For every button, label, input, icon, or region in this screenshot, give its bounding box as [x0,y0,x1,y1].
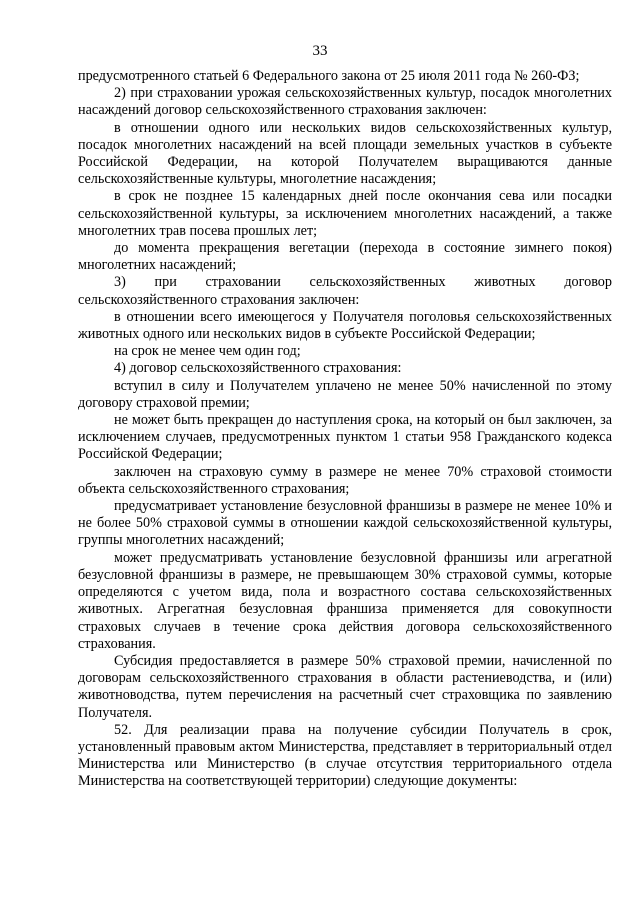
paragraph-subsidy: Субсидия предоставляется в размере 50% страховой премии, начисленной по договорам сельскохозяйственного страхования в области растениеводства, и (или) животноводства, путем перечисления на расчетный счет страховщика по заявлению Получателя. [78,652,612,721]
paragraph: до момента прекращения вегетации (перехода в состояние зимнего покоя) многолетних насаждений; [78,240,612,274]
paragraph: в срок не позднее 15 календарных дней после окончания сева или посадки сельскохозяйственной культуры, за исключением многолетних насаждений, а также многолетних трав посева прошлых лет; [78,188,612,239]
paragraph: может предусматривать установление безусловной франшизы или агрегатной безусловной франшизы в размере, не превышающем 30% страховой суммы, которые определяются с учетом вида, пола и возрастного состава сельскохозяйственных животных. Агрегатная безусловная франшиза применяется для совокупности страховых случаев в течение срока действия договора сельскохозяйственного страхования. [78,549,612,652]
paragraph-item-2: 2) при страховании урожая сельскохозяйственных культур, посадок многолетних насаждений договор сельскохозяйственного страхования заключен: [78,85,612,119]
page-number: 33 [312,43,328,59]
paragraph-item-4: 4) договор сельскохозяйственного страхования: [114,360,402,377]
paragraph-clause-52: 52. Для реализации права на получение субсидии Получатель в срок, установленный правовым актом Министерства, представляет в территориальный отдел Министерства или Министерство (в случае отсутствия территориального отдела Министерства на соответствующей территории) следующие документы: [78,721,612,790]
paragraph: не может быть прекращен до наступления срока, на который он был заключен, за исключением случаев, предусмотренных пунктом 1 статьи 958 Гражданского кодекса Российской Федерации; [78,412,612,463]
paragraph: заключен на страховую сумму в размере не менее 70% страховой стоимости объекта сельскохозяйственного страхования; [78,463,612,497]
paragraph-continuation: предусмотренного статьей 6 Федерального закона от 25 июля 2011 года № 260-ФЗ; [78,68,580,84]
paragraph: в отношении одного или нескольких видов сельскохозяйственных культур, посадок многолетних насаждений на всей площади земельных участков в субъекте Российской Федерации, на которой Получателем выращиваются данные сельскохозяйственные культуры, многолетние насаждения; [78,119,612,188]
document-body [78,68,612,791]
paragraph: предусматривает установление безусловной франшизы в размере не менее 10% и не более 50% страховой суммы в отношении каждой сельскохозяйственной культуры, группы многолетних насаждений; [78,498,612,549]
paragraph: вступил в силу и Получателем уплачено не менее 50% начисленной по этому договору страховой премии; [78,377,612,411]
paragraph: в отношении всего имеющегося у Получателя поголовья сельскохозяйственных животных одного или нескольких видов в субъекте Российской Федерации; [78,308,612,343]
paragraph-item-3: 3) при страховании сельскохозяйственных животных договор сельскохозяйственного страхования заключен: [78,274,612,308]
paragraph: на срок не менее чем один год; [114,343,301,360]
